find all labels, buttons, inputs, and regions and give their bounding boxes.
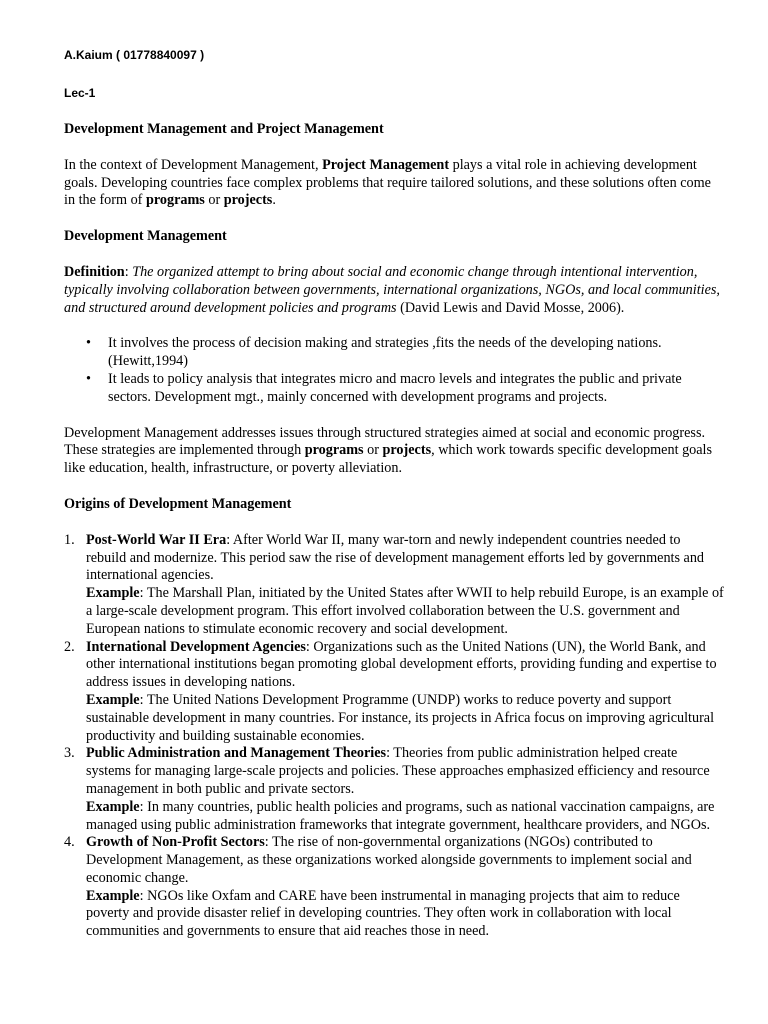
definition-paragraph xyxy=(64,264,724,317)
list-item xyxy=(64,834,724,941)
bullet-text: It involves the process of decision making and strategies ,fits the needs of the developing nations.(Hewitt,1994) xyxy=(108,335,662,370)
origin-item-body xyxy=(86,745,724,798)
list-item xyxy=(64,335,724,371)
intro-text: or xyxy=(204,192,224,209)
author-line: A.Kaium ( 01778840097 ) xyxy=(64,48,205,62)
definition-citation: (David Lewis and David Mosse, 2006). xyxy=(396,299,625,316)
intro-bold-programs: programs xyxy=(145,192,205,209)
origin-text: : Organizations such as the United Nations (UN), the World Bank, and other international institutions began promoting global development efforts, providing funding and expertise to address issues in developing nations. xyxy=(86,638,717,691)
origin-title: Growth of Non-Profit Sectors xyxy=(86,834,265,851)
section-heading-development-management: Development Management xyxy=(64,228,227,245)
example-label: Example xyxy=(86,887,140,904)
definition-label: Definition xyxy=(64,263,125,280)
example-label: Example xyxy=(86,691,140,708)
bullet-icon: • xyxy=(86,370,91,387)
list-number: 2. xyxy=(64,638,75,655)
intro-bold-projects: projects xyxy=(223,192,273,209)
origin-title: Post-World War II Era xyxy=(86,531,227,548)
origin-example xyxy=(86,585,724,638)
bullet-list xyxy=(64,335,724,406)
intro-text: . xyxy=(272,192,276,209)
document-body xyxy=(64,121,724,941)
intro-text: In the context of Development Management, xyxy=(64,156,323,173)
origin-item-body xyxy=(86,639,724,692)
list-number: 4. xyxy=(64,834,75,851)
origin-text: : After World War II, many war-torn and newly independent countries needed to rebuild and modernize. This period saw the rise of development management efforts led by governments and international agencies. xyxy=(86,531,705,584)
list-number: 3. xyxy=(64,745,75,762)
list-item xyxy=(64,639,724,746)
list-item xyxy=(64,532,724,639)
example-text: : NGOs like Oxfam and CARE have been instrumental in managing projects that aim to reduce poverty and provide disaster relief in developing countries. They often work in collaboration with local communities and governments to ensure that aid reaches those in need. xyxy=(86,887,680,940)
example-text: : The United Nations Development Programme (UNDP) works to reduce poverty and support sustainable development in many countries. For instance, its projects in Africa focus on improving agricultural productivity and building sustainable economies. xyxy=(86,691,715,744)
example-text: : In many countries, public health policies and programs, such as national vaccination campaigns, are managed using public administration frameworks that integrate government, healthcare providers, and NGOs. xyxy=(86,798,715,833)
lecture-label: Lec-1 xyxy=(64,86,96,100)
origin-title: Public Administration and Management Theories xyxy=(86,745,387,762)
origins-list xyxy=(64,532,724,941)
origin-example xyxy=(86,888,724,941)
origin-text: : The rise of non-governmental organizations (NGOs) contributed to Development Management, as these organizations worked alongside governments to implement social and economic change. xyxy=(86,834,692,886)
intro-text: plays a vital role in achieving development goals. Developing countries face complex problems that require tailored solutions, and these solutions often come in the form of xyxy=(64,156,711,209)
intro-paragraph xyxy=(64,157,724,210)
example-text: : The Marshall Plan, initiated by the United States after WWII to help rebuild Europe, is an example of a large-scale development program. This effort involved collaboration between the U.S. government and European nations to stimulate economic recovery and social development. xyxy=(86,585,724,637)
addresses-text: Development Management addresses issues through structured strategies aimed at social and economic progress. These strategies are implemented through xyxy=(64,424,706,459)
origin-text: : Theories from public administration helped create systems for managing large-scale projects and policies. These approaches emphasized efficiency and resource management in both public and private sectors. xyxy=(86,745,710,797)
addresses-text: or xyxy=(363,442,383,459)
list-item xyxy=(64,745,724,834)
bullet-icon: • xyxy=(86,335,91,352)
addresses-text: , which work towards specific development goals like education, health, infrastructure, or poverty alleviation. xyxy=(64,442,713,477)
origin-example xyxy=(86,799,724,835)
addresses-bold-projects: projects xyxy=(382,442,432,459)
list-number: 1. xyxy=(64,531,75,548)
origin-title: International Development Agencies xyxy=(86,638,306,655)
example-label: Example xyxy=(86,585,140,602)
section-heading-origins: Origins of Development Management xyxy=(64,495,292,512)
origin-example xyxy=(86,692,724,745)
bullet-text: It leads to policy analysis that integrates micro and macro levels and integrates the public and private sectors. Development mgt., mainly concerned with development programs and projects. xyxy=(108,370,682,405)
origin-item-body xyxy=(86,532,724,585)
origin-item-body xyxy=(86,834,724,887)
definition-colon: : xyxy=(124,263,133,280)
intro-bold-project-management: Project Management xyxy=(322,156,450,173)
definition-quote: The organized attempt to bring about social and economic change through intentional intervention, typically involving collaboration between governments, international organizations, NGOs, and local communities, and structured around development policies and programs xyxy=(64,263,720,316)
addresses-bold-programs: programs xyxy=(304,442,364,459)
example-label: Example xyxy=(86,798,140,815)
list-item xyxy=(64,371,724,407)
addresses-paragraph xyxy=(64,425,724,478)
document-title: Development Management and Project Management xyxy=(64,121,384,137)
